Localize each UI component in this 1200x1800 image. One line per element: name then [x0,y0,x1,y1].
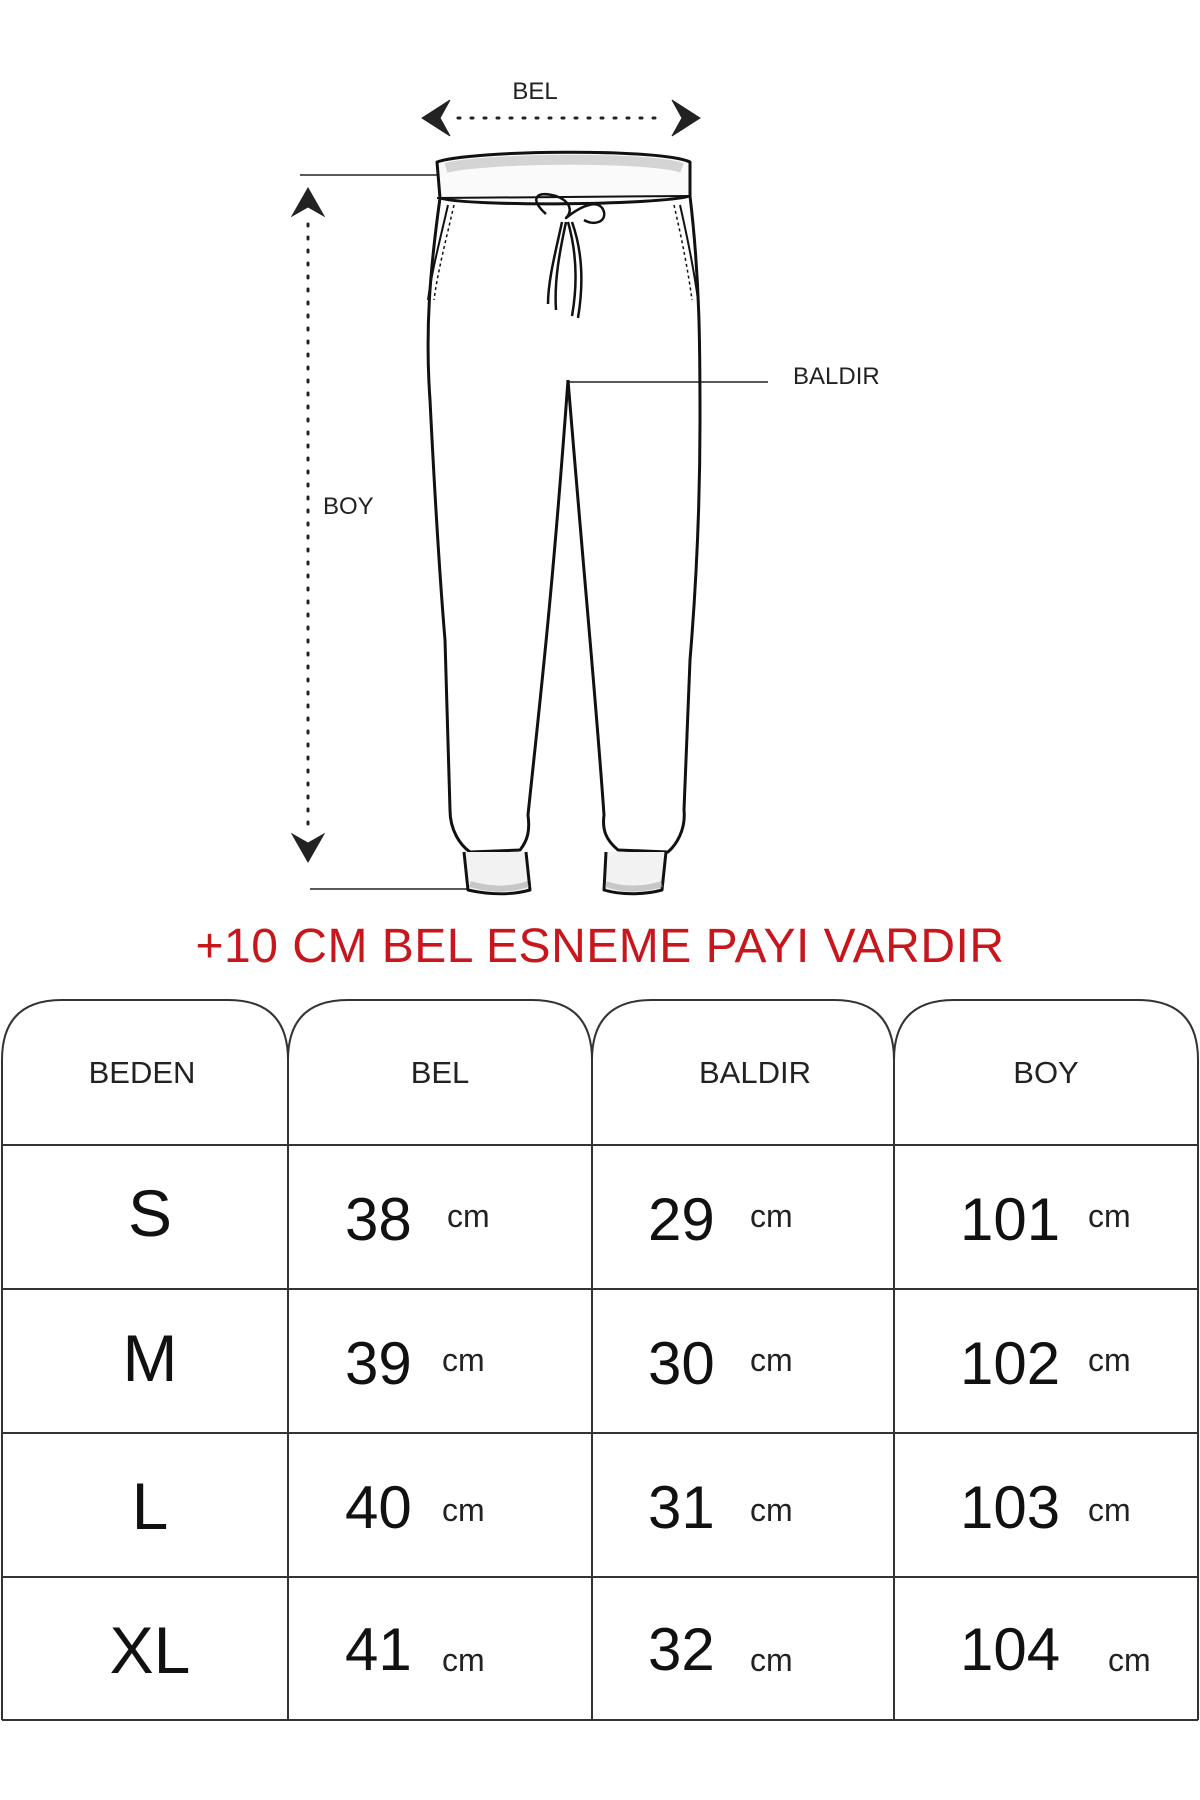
length-s-unit: cm [1088,1198,1131,1234]
length-xl-unit: cm [1108,1642,1151,1678]
waist-m-unit: cm [442,1342,485,1378]
calf-m: 30 [648,1330,715,1397]
size-m: M [122,1321,178,1395]
calf-s-unit: cm [750,1198,793,1234]
header-length: BOY [1013,1055,1079,1090]
length-xl: 104 [960,1616,1061,1683]
waist-s-unit: cm [447,1198,490,1234]
stretch-notice: +10 CM BEL ESNEME PAYI VARDIR [195,920,1005,973]
calf-m-unit: cm [750,1342,793,1378]
calf-xl: 32 [648,1616,715,1683]
waist-label: BEL [512,78,558,105]
calf-l-unit: cm [750,1492,793,1528]
length-m: 102 [960,1330,1061,1397]
length-s: 101 [960,1186,1061,1253]
calf-label: BALDIR [793,363,880,390]
length-l: 103 [960,1474,1061,1541]
waist-xl-unit: cm [442,1642,485,1678]
size-l: L [131,1469,169,1543]
waist-xl: 41 [345,1616,412,1683]
calf-s: 29 [648,1186,715,1253]
waist-m: 39 [345,1330,412,1397]
length-l-unit: cm [1088,1492,1131,1528]
waist-arrow [422,100,700,136]
waist-l-unit: cm [442,1492,485,1528]
waist-s: 38 [345,1186,412,1253]
pants-drawing [428,152,700,894]
calf-xl-unit: cm [750,1642,793,1678]
header-waist: BEL [410,1055,470,1090]
length-arrow [292,188,324,862]
header-size: BEDEN [88,1055,196,1090]
size-xl: XL [109,1613,191,1687]
calf-l: 31 [648,1474,715,1541]
size-s: S [127,1176,173,1250]
waist-l: 40 [345,1474,412,1541]
header-calf: BALDIR [699,1055,811,1090]
length-label: BOY [323,493,374,520]
length-m-unit: cm [1088,1342,1131,1378]
